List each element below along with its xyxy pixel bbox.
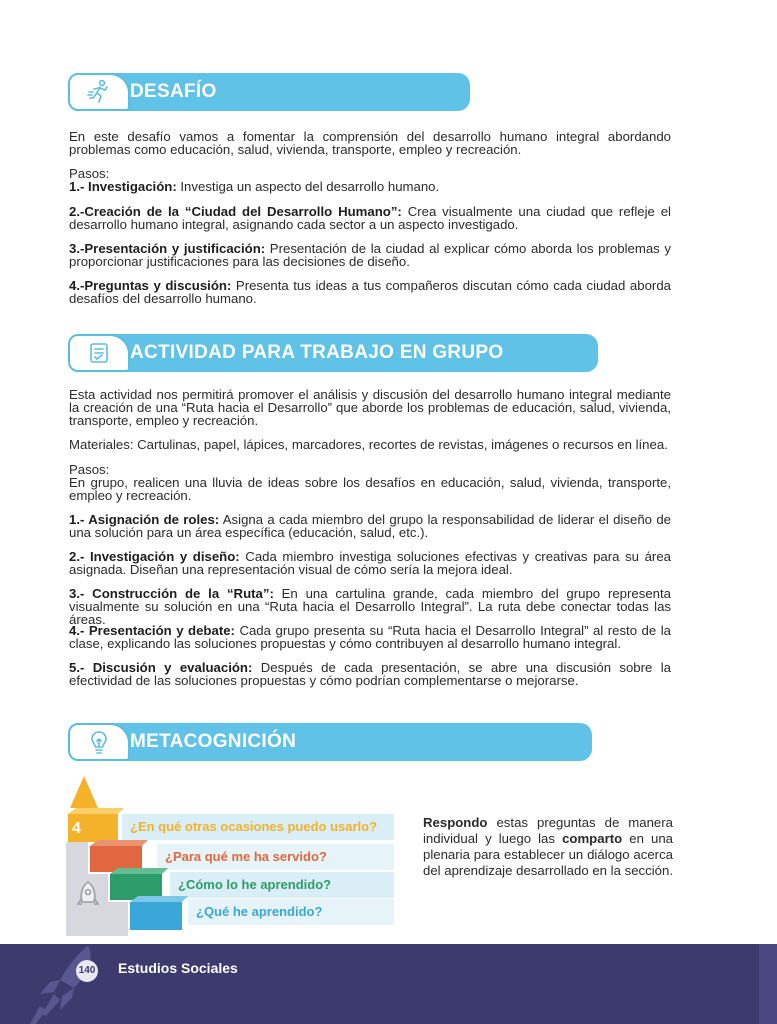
step-bold: 3.-Presentación y justificación:: [69, 241, 266, 256]
grupo-title: ACTIVIDAD PARA TRABAJO EN GRUPO: [130, 342, 504, 363]
step-text: Después de cada presentación, se abre una discusión sobre la efectividad de las soluciones propuestas y cómo podrían complementarse o mejorarse.: [69, 660, 671, 688]
step-bold: 3.- Construcción de la “Ruta”:: [69, 586, 274, 601]
runner-icon: [68, 73, 130, 111]
respondo-part: estas preguntas de manera individual y luego las: [423, 815, 673, 846]
grupo-step-1: [69, 513, 671, 539]
grupo-step-3: [69, 587, 671, 626]
stair-question-1: [188, 899, 394, 925]
desafio-step-2: [69, 205, 671, 231]
grupo-banner: [68, 334, 598, 372]
step-text: Cada grupo presenta su “Ruta hacia el Desarrollo Integral” al resto de la clase, explicando las soluciones propuestas y cómo contribuyen al desarrollo humano integral.: [69, 623, 671, 651]
metacognicion-banner: [68, 723, 592, 761]
step-bold: 4.-Preguntas y discusión:: [69, 278, 232, 293]
checklist-icon: [68, 334, 130, 372]
step-bold: 2.-Creación de la “Ciudad del Desarrollo Humano”:: [69, 204, 402, 219]
page-number: 140: [76, 960, 98, 982]
grupo-intro: Esta actividad nos permitirá promover el análisis y discusión del desarrollo humano integral mediante la creación de una “Ruta hacia el Desarrollo” que aborde los problemas de educación, salud, vivienda, transporte, empleo y recreación.: [69, 387, 671, 428]
stair-question-text: ¿Qué he aprendido?: [196, 904, 323, 919]
step-text: En una cartulina grande, cada miembro del grupo representa visualmente su solución en una “Ruta hacia el Desarrollo Integral”. La ruta debe conectar todas las áreas.: [69, 586, 671, 627]
respondo-bold: Respondo: [423, 815, 488, 830]
step-bold: 1.- Asignación de roles:: [69, 512, 220, 527]
stair-question-text: ¿En qué otras ocasiones puedo usarlo?: [130, 819, 378, 834]
lightbulb-icon: [68, 723, 130, 761]
step-text: Investiga un aspecto del desarrollo humano.: [176, 179, 440, 194]
metacognition-staircase: [62, 770, 402, 942]
step-text: Cada miembro investiga soluciones efectivas y creativas para su área asignada. Diseñan una representación visual de cómo sería la mejora ideal.: [69, 549, 671, 577]
stair-number-2: 2: [116, 878, 125, 895]
grupo-pasos-text: En grupo, realicen una lluvia de ideas sobre los desafíos en educación, salud, vivienda, transporte, empleo y recreación.: [69, 475, 671, 503]
grupo-step-2: [69, 550, 671, 576]
step-bold: 2.- Investigación y diseño:: [69, 549, 240, 564]
stair-number-3: 3: [95, 850, 104, 867]
page-footer: [0, 944, 777, 1024]
desafio-step-3: [69, 242, 671, 268]
grupo-pasos-label: Pasos:: [69, 462, 110, 477]
comparto-bold: comparto: [562, 831, 623, 846]
footer-subject: Estudios Sociales: [118, 960, 238, 976]
respondo-part: en una plenaria para establecer un diálogo acerca del aprendizaje desarrollado en la sección.: [423, 831, 674, 878]
desafio-intro: En este desafío vamos a fomentar la comprensión del desarrollo humano integral abordando problemas como educación, salud, vivienda, transporte, empleo y recreación.: [69, 129, 671, 157]
metacognicion-title: METACOGNICIÓN: [130, 731, 297, 752]
stair-question-text: ¿Cómo lo he aprendido?: [178, 877, 332, 892]
stair-number-1: 1: [138, 908, 147, 925]
desafio-title: DESAFÍO: [130, 81, 217, 102]
desafio-banner: [68, 73, 470, 111]
step-text: Presentación de la ciudad al explicar cómo aborda los problemas y proporcionar justificaciones para las decisiones de diseño.: [69, 241, 671, 269]
desafio-pasos-label: Pasos:: [69, 166, 110, 181]
stair-question-text: ¿Para qué me ha servido?: [165, 849, 327, 864]
respondo-text: [423, 815, 673, 879]
stair-number-4: 4: [72, 820, 81, 837]
step-text: Presenta tus ideas a tus compañeros discutan cómo cada ciudad aborda desafíos del desarrollo humano.: [69, 278, 671, 306]
desafio-step-1: [69, 180, 671, 193]
stair-blocks: [62, 770, 202, 942]
footer-strip: [759, 944, 777, 1024]
step-text: Crea visualmente una ciudad que refleje el desarrollo humano integral, asignando cada sector a un aspecto investigado.: [69, 204, 671, 232]
step-text: Asigna a cada miembro del grupo la responsabilidad de liderar el diseño de una solución para un área específica (educación, salud, etc.).: [69, 512, 671, 540]
grupo-materiales: Materiales: Cartulinas, papel, lápices, marcadores, recortes de revistas, imágenes o recursos en línea.: [69, 437, 668, 452]
step-bold: 1.- Investigación:: [69, 179, 177, 194]
step-bold: 5.- Discusión y evaluación:: [69, 660, 253, 675]
rocket-watermark-icon: [30, 944, 110, 1024]
stair-question-2: [170, 872, 394, 898]
desafio-step-4: [69, 279, 671, 305]
grupo-step-5: [69, 661, 671, 687]
step-bold: 4.- Presentación y debate:: [69, 623, 235, 638]
grupo-step-4: [69, 624, 671, 650]
